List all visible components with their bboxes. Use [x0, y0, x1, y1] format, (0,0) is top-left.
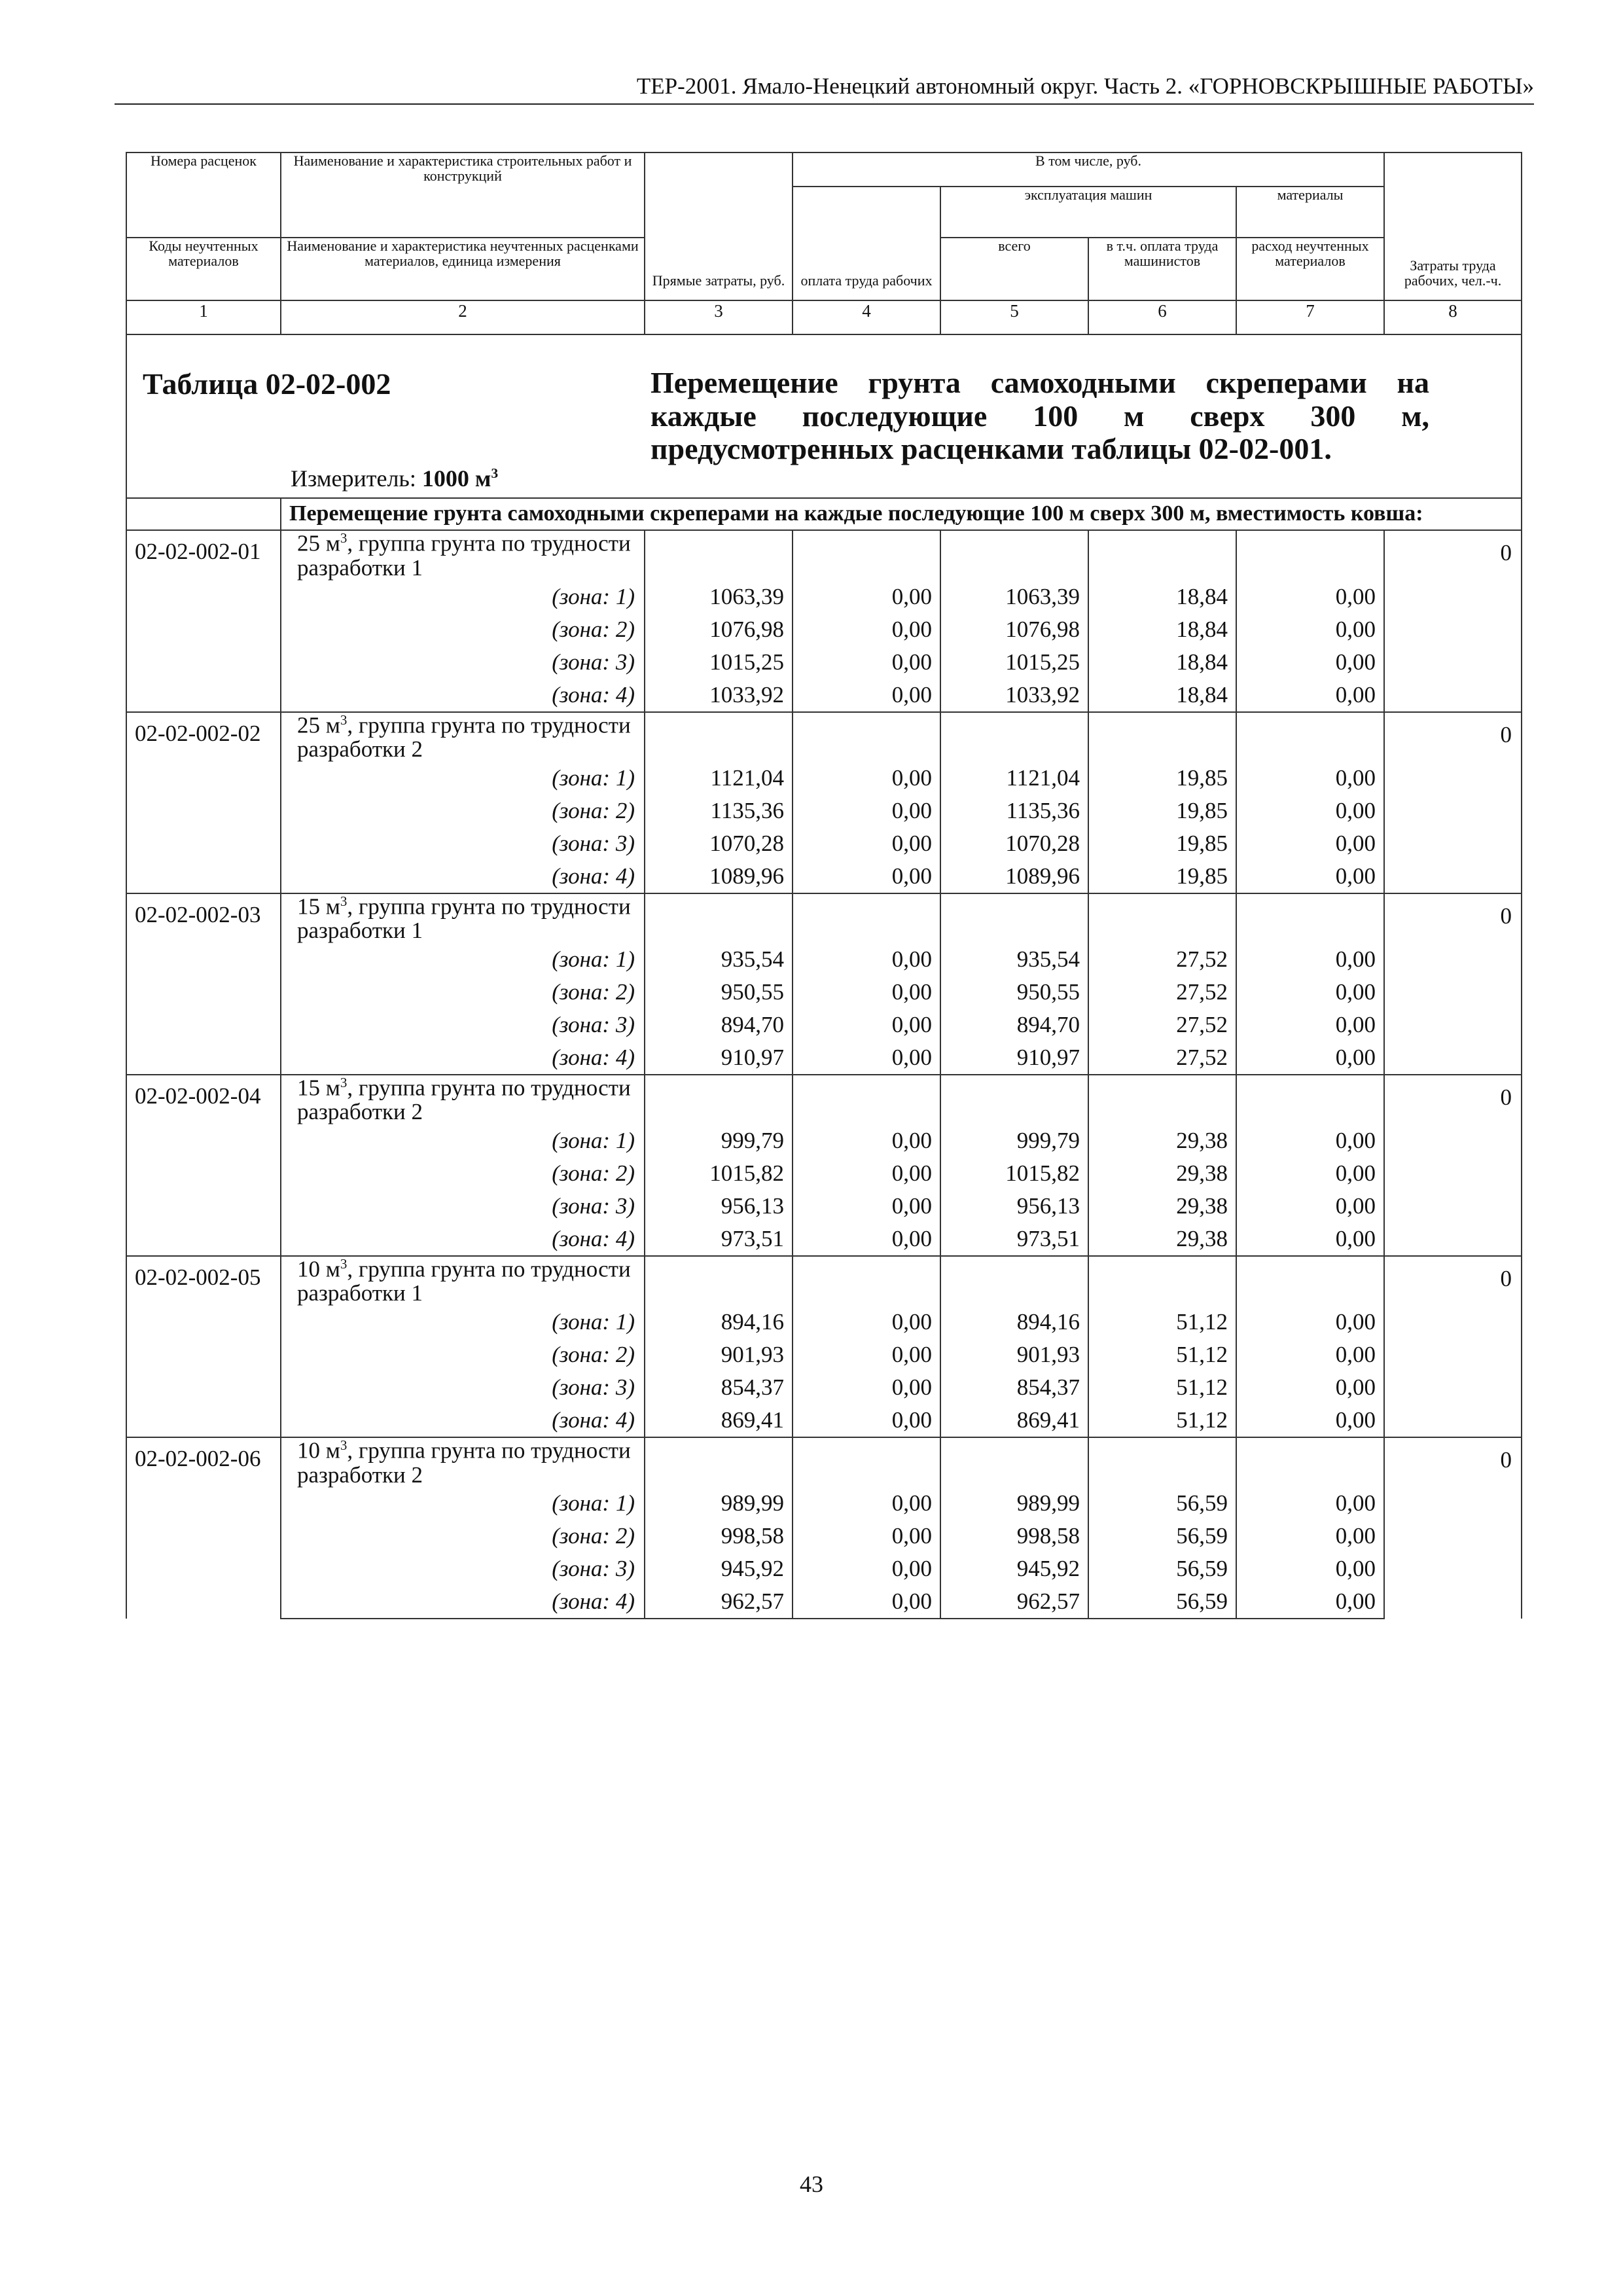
materials-value: 0,00 — [1236, 1487, 1384, 1520]
zone-row — [126, 827, 1522, 860]
col-machines-header: эксплуатация машин — [940, 187, 1236, 238]
zone-row — [126, 581, 1522, 613]
zone-row — [126, 1041, 1522, 1075]
labor-pay: 0,00 — [793, 1223, 940, 1256]
unit-sup: 3 — [340, 1437, 348, 1454]
rate-code: 02-02-002-02 — [126, 712, 281, 893]
direct-costs: 999,79 — [645, 1124, 793, 1157]
labor-pay: 0,00 — [793, 1009, 940, 1041]
unit-value-text: 1000 м — [421, 465, 491, 492]
machinist-pay: 51,12 — [1088, 1371, 1236, 1404]
labor-pay: 0,00 — [793, 1306, 940, 1338]
machine-total: 945,92 — [940, 1552, 1088, 1585]
zone-label: (зона: 3) — [281, 1190, 645, 1223]
machine-total: 935,54 — [940, 943, 1088, 976]
direct-costs: 1070,28 — [645, 827, 793, 860]
rates-table — [126, 152, 1522, 1619]
rate-desc-text: , группа грунта по трудности разработки 1 — [297, 531, 631, 581]
direct-costs: 956,13 — [645, 1190, 793, 1223]
direct-costs: 1089,96 — [645, 860, 793, 893]
col-code-header: Номера расценок — [126, 152, 281, 238]
machinist-pay: 56,59 — [1088, 1585, 1236, 1619]
direct-costs: 1063,39 — [645, 581, 793, 613]
zone-row — [126, 679, 1522, 712]
zone-row — [126, 1520, 1522, 1552]
zone-label: (зона: 3) — [281, 1552, 645, 1585]
direct-costs: 894,16 — [645, 1306, 793, 1338]
direct-costs: 989,99 — [645, 1487, 793, 1520]
machine-total: 910,97 — [940, 1041, 1088, 1075]
zone-row — [126, 976, 1522, 1009]
labor-pay: 0,00 — [793, 860, 940, 893]
materials-value: 0,00 — [1236, 613, 1384, 646]
materials-value: 0,00 — [1236, 795, 1384, 827]
zone-label: (зона: 2) — [281, 1338, 645, 1371]
bucket-volume: 15 м — [297, 893, 340, 920]
machinist-pay: 27,52 — [1088, 1041, 1236, 1075]
labor-cost: 0 — [1384, 1075, 1522, 1256]
labor-pay: 0,00 — [793, 1157, 940, 1190]
col-number: 4 — [793, 300, 940, 334]
rate-description — [281, 1437, 645, 1487]
col-matcode-header: Коды неучтенных материалов — [126, 238, 281, 300]
machine-total: 999,79 — [940, 1124, 1088, 1157]
direct-costs: 945,92 — [645, 1552, 793, 1585]
machinist-pay: 56,59 — [1088, 1520, 1236, 1552]
labor-pay: 0,00 — [793, 1404, 940, 1437]
rate-description — [281, 1256, 645, 1306]
rate-desc-text: , группа грунта по трудности разработки 2 — [297, 1075, 631, 1125]
bucket-volume: 25 м — [297, 712, 340, 738]
zone-label: (зона: 2) — [281, 795, 645, 827]
machinist-pay: 29,38 — [1088, 1157, 1236, 1190]
zone-row — [126, 1338, 1522, 1371]
zone-row — [126, 762, 1522, 795]
zone-row — [126, 1009, 1522, 1041]
col-number: 1 — [126, 300, 281, 334]
direct-costs: 962,57 — [645, 1585, 793, 1619]
machinist-pay: 29,38 — [1088, 1124, 1236, 1157]
col-matname-header: Наименование и характеристика неучтенных расценками материалов, единица измерения — [281, 238, 645, 300]
machine-total: 962,57 — [940, 1585, 1088, 1619]
labor-cost: 0 — [1384, 1437, 1522, 1619]
labor-cost: 0 — [1384, 530, 1522, 711]
machine-total: 950,55 — [940, 976, 1088, 1009]
materials-value: 0,00 — [1236, 827, 1384, 860]
zone-row — [126, 1190, 1522, 1223]
machinist-pay: 51,12 — [1088, 1306, 1236, 1338]
materials-value: 0,00 — [1236, 1190, 1384, 1223]
zone-label: (зона: 1) — [281, 1487, 645, 1520]
direct-costs: 1015,82 — [645, 1157, 793, 1190]
labor-pay: 0,00 — [793, 827, 940, 860]
col-number: 7 — [1236, 300, 1384, 334]
zone-row — [126, 1124, 1522, 1157]
labor-pay: 0,00 — [793, 1124, 940, 1157]
labor-pay: 0,00 — [793, 613, 940, 646]
page-number: 43 — [800, 2171, 823, 2197]
col-including-header: В том числе, руб. — [793, 152, 1384, 187]
labor-cost: 0 — [1384, 1256, 1522, 1437]
materials-value: 0,00 — [1236, 1009, 1384, 1041]
rate-row — [126, 1075, 1522, 1124]
direct-costs: 1135,36 — [645, 795, 793, 827]
zone-label: (зона: 2) — [281, 1157, 645, 1190]
materials-value: 0,00 — [1236, 1306, 1384, 1338]
zone-label: (зона: 1) — [281, 1306, 645, 1338]
rate-desc-text: , группа грунта по трудности разработки 1 — [297, 893, 631, 944]
labor-pay: 0,00 — [793, 1041, 940, 1075]
machinist-pay: 18,84 — [1088, 646, 1236, 679]
col-number: 2 — [281, 300, 645, 334]
machine-total: 901,93 — [940, 1338, 1088, 1371]
rate-code: 02-02-002-03 — [126, 893, 281, 1075]
col-pay-header: оплата труда рабочих — [793, 187, 940, 300]
direct-costs: 854,37 — [645, 1371, 793, 1404]
labor-pay: 0,00 — [793, 1520, 940, 1552]
zone-label: (зона: 3) — [281, 646, 645, 679]
rate-row — [126, 1256, 1522, 1306]
machinist-pay: 29,38 — [1088, 1223, 1236, 1256]
rate-desc-text: , группа грунта по трудности разработки 2 — [297, 1437, 631, 1488]
zone-label: (зона: 2) — [281, 613, 645, 646]
machine-total: 956,13 — [940, 1190, 1088, 1223]
col-number: 3 — [645, 300, 793, 334]
materials-value: 0,00 — [1236, 1585, 1384, 1619]
zone-label: (зона: 3) — [281, 1009, 645, 1041]
col-materials-header: материалы — [1236, 187, 1384, 238]
direct-costs: 998,58 — [645, 1520, 793, 1552]
labor-pay: 0,00 — [793, 943, 940, 976]
materials-value: 0,00 — [1236, 943, 1384, 976]
machinist-pay: 29,38 — [1088, 1190, 1236, 1223]
table-title-block — [126, 334, 1522, 498]
unit-sup: 3 — [340, 1074, 348, 1090]
machine-total: 1089,96 — [940, 860, 1088, 893]
machine-total: 854,37 — [940, 1371, 1088, 1404]
zone-row — [126, 860, 1522, 893]
direct-costs: 1015,25 — [645, 646, 793, 679]
zone-label: (зона: 4) — [281, 1404, 645, 1437]
rate-code: 02-02-002-05 — [126, 1256, 281, 1437]
col-number: 8 — [1384, 300, 1522, 334]
labor-cost: 0 — [1384, 893, 1522, 1075]
labor-pay: 0,00 — [793, 1487, 940, 1520]
zone-row — [126, 1552, 1522, 1585]
rate-desc-text: , группа грунта по трудности разработки 1 — [297, 1256, 631, 1306]
machinist-pay: 18,84 — [1088, 613, 1236, 646]
zone-row — [126, 795, 1522, 827]
unit-label: Измеритель: — [291, 465, 422, 492]
machine-total: 1076,98 — [940, 613, 1088, 646]
materials-value: 0,00 — [1236, 762, 1384, 795]
unit-sup: 3 — [340, 711, 348, 728]
col-mpay-header: в т.ч. оплата труда машинистов — [1088, 238, 1236, 300]
zone-row — [126, 646, 1522, 679]
zone-row — [126, 1223, 1522, 1256]
zone-label: (зона: 3) — [281, 827, 645, 860]
rate-description — [281, 1075, 645, 1124]
column-numbers-row — [126, 300, 1522, 334]
zone-row — [126, 613, 1522, 646]
zone-label: (зона: 2) — [281, 976, 645, 1009]
direct-costs: 869,41 — [645, 1404, 793, 1437]
labor-pay: 0,00 — [793, 679, 940, 712]
zone-label: (зона: 3) — [281, 1371, 645, 1404]
zone-row — [126, 1371, 1522, 1404]
labor-pay: 0,00 — [793, 646, 940, 679]
rate-desc-text: , группа грунта по трудности разработки 2 — [297, 712, 631, 762]
direct-costs: 950,55 — [645, 976, 793, 1009]
machinist-pay: 18,84 — [1088, 679, 1236, 712]
unit-value — [422, 465, 498, 492]
materials-value: 0,00 — [1236, 1338, 1384, 1371]
machine-total: 894,16 — [940, 1306, 1088, 1338]
table-name: Перемещение грунта самоходными скреперами на каждые последующие 100 м сверх 300 м, предусмотренных расценками таблицы 02-02-001. — [651, 366, 1430, 466]
col-number: 5 — [940, 300, 1088, 334]
col-number: 6 — [1088, 300, 1236, 334]
zone-label: (зона: 4) — [281, 679, 645, 712]
col-name-header: Наименование и характеристика строительных работ и конструкций — [281, 152, 645, 238]
machinist-pay: 27,52 — [1088, 943, 1236, 976]
direct-costs: 1121,04 — [645, 762, 793, 795]
machine-total: 998,58 — [940, 1520, 1088, 1552]
zone-label: (зона: 4) — [281, 1041, 645, 1075]
labor-pay: 0,00 — [793, 1190, 940, 1223]
machine-total: 1015,82 — [940, 1157, 1088, 1190]
zone-label: (зона: 2) — [281, 1520, 645, 1552]
direct-costs: 1033,92 — [645, 679, 793, 712]
rate-row — [126, 1437, 1522, 1487]
direct-costs: 894,70 — [645, 1009, 793, 1041]
zone-label: (зона: 4) — [281, 1223, 645, 1256]
rate-code: 02-02-002-01 — [126, 530, 281, 711]
rate-row — [126, 893, 1522, 943]
materials-value: 0,00 — [1236, 1157, 1384, 1190]
labor-pay: 0,00 — [793, 1585, 940, 1619]
machinist-pay: 27,52 — [1088, 1009, 1236, 1041]
zone-row — [126, 1157, 1522, 1190]
machine-total: 1033,92 — [940, 679, 1088, 712]
zone-row — [126, 1585, 1522, 1619]
materials-value: 0,00 — [1236, 1124, 1384, 1157]
unit-sup: 3 — [491, 465, 499, 481]
machinist-pay: 19,85 — [1088, 795, 1236, 827]
materials-value: 0,00 — [1236, 1552, 1384, 1585]
machinist-pay: 51,12 — [1088, 1338, 1236, 1371]
machinist-pay: 19,85 — [1088, 827, 1236, 860]
direct-costs: 935,54 — [645, 943, 793, 976]
materials-value: 0,00 — [1236, 976, 1384, 1009]
machine-total: 973,51 — [940, 1223, 1088, 1256]
materials-value: 0,00 — [1236, 1041, 1384, 1075]
machinist-pay: 19,85 — [1088, 860, 1236, 893]
col-unmat-header: расход неучтенных материалов — [1236, 238, 1384, 300]
rate-row — [126, 712, 1522, 762]
materials-value: 0,00 — [1236, 581, 1384, 613]
running-header: ТЕР-2001. Ямало-Ненецкий автономный округ. Часть 2. «ГОРНОВСКРЫШНЫЕ РАБОТЫ» — [115, 73, 1534, 105]
machine-total: 894,70 — [940, 1009, 1088, 1041]
bucket-volume: 25 м — [297, 531, 340, 557]
bucket-volume: 15 м — [297, 1075, 340, 1101]
labor-pay: 0,00 — [793, 1338, 940, 1371]
machine-total: 1121,04 — [940, 762, 1088, 795]
machine-total: 1135,36 — [940, 795, 1088, 827]
zone-label: (зона: 4) — [281, 1585, 645, 1619]
materials-value: 0,00 — [1236, 860, 1384, 893]
zone-row — [126, 1487, 1522, 1520]
rate-description — [281, 530, 645, 580]
rate-code: 02-02-002-04 — [126, 1075, 281, 1256]
rate-code: 02-02-002-06 — [126, 1437, 281, 1619]
zone-label: (зона: 4) — [281, 860, 645, 893]
col-direct-header: Прямые затраты, руб. — [645, 152, 793, 300]
machine-total: 1063,39 — [940, 581, 1088, 613]
zone-row — [126, 1404, 1522, 1437]
rate-row — [126, 530, 1522, 580]
materials-value: 0,00 — [1236, 1520, 1384, 1552]
labor-pay: 0,00 — [793, 795, 940, 827]
zone-label: (зона: 1) — [281, 943, 645, 976]
rate-description — [281, 893, 645, 943]
labor-pay: 0,00 — [793, 1371, 940, 1404]
labor-pay: 0,00 — [793, 581, 940, 613]
table-number: Таблица 02-02-002 — [143, 367, 391, 401]
subheading: Перемещение грунта самоходными скреперами на каждые последующие 100 м сверх 300 м, вместимость ковша: — [281, 498, 1522, 530]
direct-costs: 901,93 — [645, 1338, 793, 1371]
machine-total: 1070,28 — [940, 827, 1088, 860]
machinist-pay: 18,84 — [1088, 581, 1236, 613]
unit-sup: 3 — [340, 893, 348, 909]
direct-costs: 1076,98 — [645, 613, 793, 646]
labor-cost: 0 — [1384, 712, 1522, 893]
materials-value: 0,00 — [1236, 1404, 1384, 1437]
col-total-header: всего — [940, 238, 1088, 300]
zone-label: (зона: 1) — [281, 762, 645, 795]
direct-costs: 910,97 — [645, 1041, 793, 1075]
machinist-pay: 27,52 — [1088, 976, 1236, 1009]
machinist-pay: 56,59 — [1088, 1487, 1236, 1520]
col-laborcost-header: Затраты труда рабочих, чел.-ч. — [1384, 152, 1522, 300]
bucket-volume: 10 м — [297, 1437, 340, 1463]
materials-value: 0,00 — [1236, 1223, 1384, 1256]
machinist-pay: 51,12 — [1088, 1404, 1236, 1437]
machine-total: 869,41 — [940, 1404, 1088, 1437]
materials-value: 0,00 — [1236, 1371, 1384, 1404]
unit-sup: 3 — [340, 530, 348, 547]
materials-value: 0,00 — [1236, 646, 1384, 679]
labor-pay: 0,00 — [793, 1552, 940, 1585]
direct-costs: 973,51 — [645, 1223, 793, 1256]
labor-pay: 0,00 — [793, 976, 940, 1009]
machine-total: 989,99 — [940, 1487, 1088, 1520]
machinist-pay: 56,59 — [1088, 1552, 1236, 1585]
materials-value: 0,00 — [1236, 679, 1384, 712]
bucket-volume: 10 м — [297, 1256, 340, 1282]
rate-description — [281, 712, 645, 762]
unit-of-measure — [291, 465, 498, 492]
labor-pay: 0,00 — [793, 762, 940, 795]
machinist-pay: 19,85 — [1088, 762, 1236, 795]
zone-row — [126, 1306, 1522, 1338]
machine-total: 1015,25 — [940, 646, 1088, 679]
zone-label: (зона: 1) — [281, 581, 645, 613]
zone-label: (зона: 1) — [281, 1124, 645, 1157]
unit-sup: 3 — [340, 1256, 348, 1272]
zone-row — [126, 943, 1522, 976]
